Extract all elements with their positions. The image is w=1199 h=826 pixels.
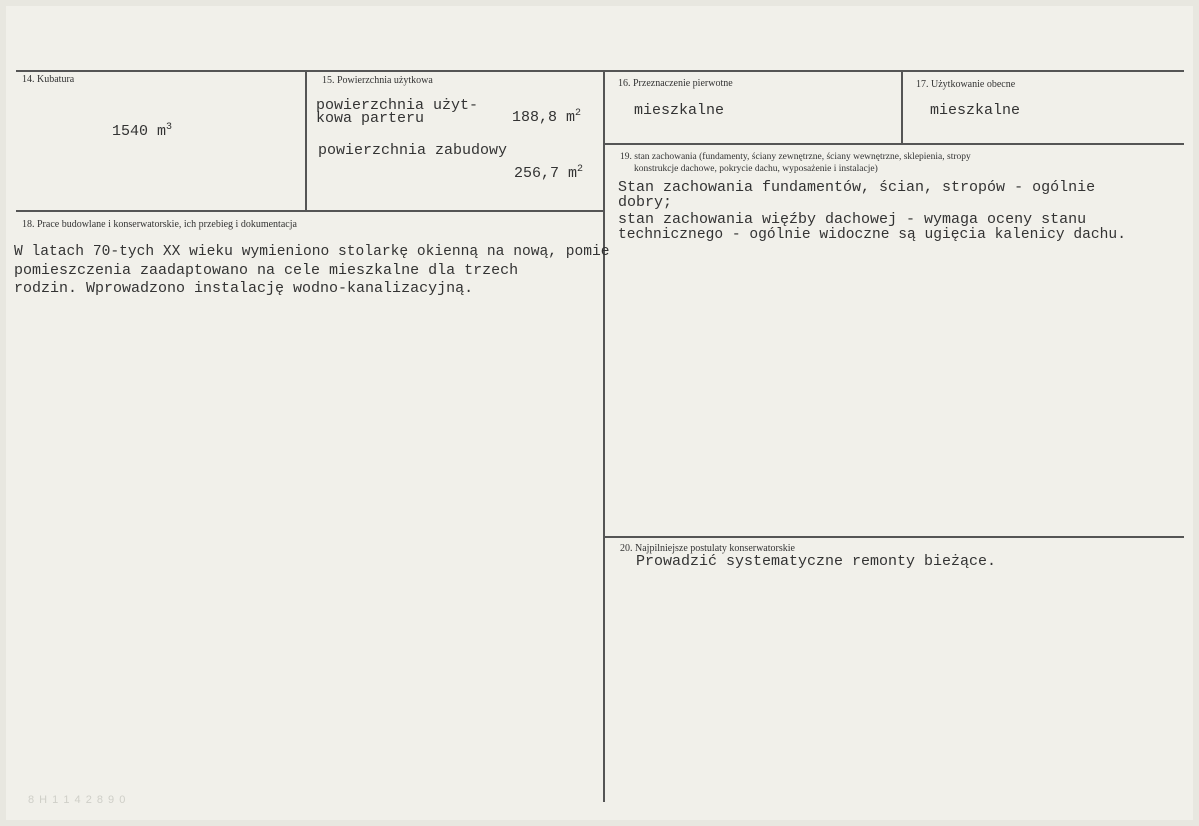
- top-rule: [16, 70, 1184, 72]
- row2-rule: [604, 536, 1184, 538]
- uzytkowanie-label: 17. Użytkowanie obecne: [916, 79, 1016, 90]
- powierzchnia-value1: 188,8 $m^2$: [512, 108, 582, 126]
- powierzchnia-value2: 256,7 $m^2$: [514, 164, 584, 182]
- stan-line1: Stan zachowania fundamentów, ścian, stropów - ogólnie: [618, 179, 1096, 196]
- przeznaczenie-value: mieszkalne: [634, 102, 725, 119]
- row1-right-rule: [902, 143, 1184, 145]
- powierzchnia-label: 15. Powierzchnia użytkowa: [322, 75, 433, 86]
- kubatura-value: 1540 $m^3$: [112, 122, 173, 140]
- row1-mid-rule: [604, 143, 902, 145]
- stan-zachowania-label-2: konstrukcje dachowe, pokrycie dachu, wyposażenie i instalacje): [634, 164, 878, 174]
- stan-line3: stan zachowania więźby dachowej - wymaga oceny stanu: [618, 211, 1087, 228]
- postulaty-label: 20. Najpilniejsze postulaty konserwatorskie: [620, 543, 795, 554]
- stan-line4: technicznego - ogólnie widoczne są ugięcia kalenicy dachu.: [618, 227, 1126, 243]
- powierzchnia-line2: kowa parteru: [316, 110, 425, 127]
- uzytkowanie-value: mieszkalne: [930, 102, 1021, 119]
- prace-line1: W latach 70-tych XX wieku wymieniono stolarkę okienną na nową, pomie: [14, 244, 610, 260]
- col-divider-main: [603, 70, 605, 802]
- powierzchnia-line3: powierzchnia zabudowy: [318, 142, 508, 159]
- prace-label: 18. Prace budowlane i konserwatorskie, ich przebieg i dokumentacja: [22, 219, 297, 230]
- powierzchnia-line1: powierzchnia użyt-: [316, 97, 479, 114]
- row1-rule: [16, 210, 604, 212]
- kubatura-label: 14. Kubatura: [22, 74, 75, 85]
- col-divider-1: [305, 70, 307, 210]
- faint-stamp: 8 H 1 1 4 2 8 9 0: [28, 794, 127, 806]
- stan-zachowania-label-1: 19. stan zachowania (fundamenty, ściany zewnętrzne, ściany wewnętrzne, sklepienia, stropy: [620, 152, 971, 162]
- col-divider-3: [901, 70, 903, 143]
- prace-line2: pomieszczenia zaadaptowano na cele mieszkalne dla trzech: [14, 262, 519, 279]
- prace-line3: rodzin. Wprowadzono instalację wodno-kanalizacyjną.: [14, 280, 474, 297]
- stan-line2: dobry;: [618, 194, 673, 211]
- postulaty-value: Prowadzić systematyczne remonty bieżące.: [636, 553, 997, 570]
- przeznaczenie-label: 16. Przeznaczenie pierwotne: [618, 78, 733, 89]
